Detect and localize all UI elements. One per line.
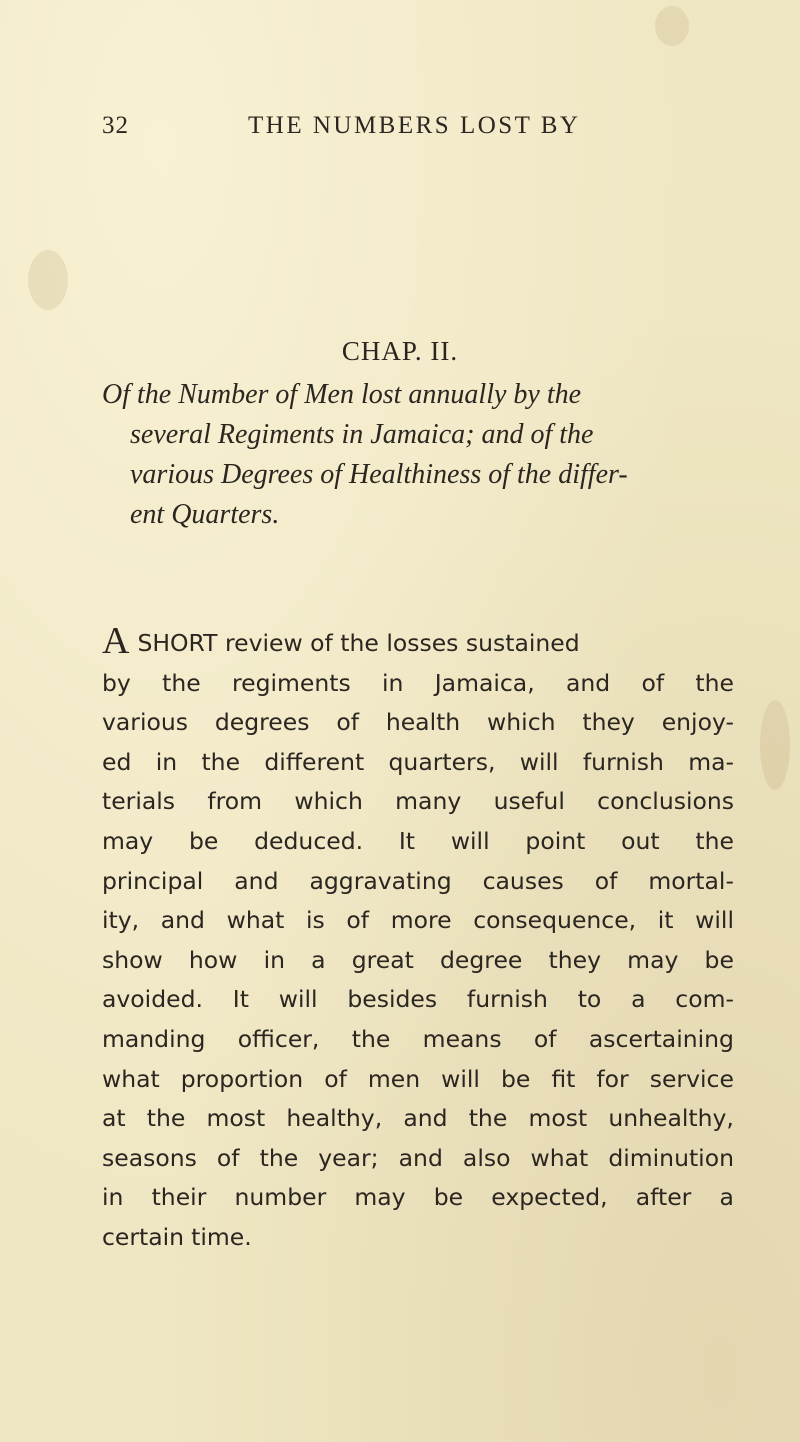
word: the (162, 668, 201, 697)
first-line (102, 620, 580, 664)
word: it (657, 906, 674, 935)
word: officer, (237, 1024, 320, 1053)
paper-stain (655, 6, 689, 46)
word: great (351, 945, 414, 974)
word: means (422, 1024, 502, 1053)
text-line (102, 620, 734, 664)
word: principal (102, 866, 204, 895)
word: in (382, 668, 404, 697)
word: their (151, 1183, 207, 1212)
word: a (311, 945, 326, 974)
word: furnish (466, 985, 548, 1014)
word: unhealthy, (608, 1104, 734, 1133)
word: enjoy- (661, 708, 734, 737)
word: healthy, (286, 1104, 383, 1133)
word: degree (440, 945, 523, 974)
word: what (226, 906, 285, 935)
word: health (385, 708, 461, 737)
text-line (102, 901, 734, 941)
word: different (264, 747, 365, 776)
word: may (627, 945, 679, 974)
word: they (548, 945, 602, 974)
word: in (263, 945, 285, 974)
word: the (468, 1104, 508, 1133)
word: at (102, 1104, 126, 1133)
word: they (582, 708, 635, 737)
word: out (621, 826, 660, 855)
chapter-heading: CHAP. II. (341, 336, 459, 366)
text-line (102, 1139, 734, 1179)
word: causes (482, 866, 564, 895)
word: ed (102, 747, 132, 776)
word: number (234, 1183, 327, 1212)
word: ascertaining (588, 1024, 734, 1053)
word: may (102, 826, 154, 855)
word: conclusions (597, 787, 734, 816)
text-line (102, 1178, 734, 1218)
word: be (500, 1064, 531, 1093)
word: the (351, 1024, 391, 1053)
word: will (278, 985, 318, 1014)
word: of (336, 708, 359, 737)
subtitle-line: various Degrees of Healthiness of the differ- (130, 459, 628, 490)
word: many (395, 787, 462, 816)
word: point (525, 826, 586, 855)
text-line (102, 664, 734, 704)
word: and (234, 866, 279, 895)
word: and (398, 1143, 443, 1172)
text-line (102, 822, 734, 862)
text-line (102, 1099, 734, 1139)
word: of (594, 866, 618, 895)
word: fit (551, 1064, 576, 1093)
word: deduced. (254, 826, 364, 855)
word: the (201, 747, 241, 776)
word: degrees (214, 708, 310, 737)
word: regiments (231, 668, 351, 697)
body-paragraph (102, 620, 734, 1258)
drop-cap: A (102, 620, 130, 662)
word: the (259, 1143, 299, 1172)
word: seasons (102, 1143, 197, 1172)
word: Jamaica, (434, 668, 535, 697)
text-line (102, 941, 734, 981)
word: most (206, 1104, 266, 1133)
word: of (533, 1024, 557, 1053)
subtitle-line: ent Quarters. (130, 499, 280, 530)
word: certain (102, 1222, 185, 1251)
text-line (102, 862, 734, 902)
word: quarters, (388, 747, 496, 776)
word: which (487, 708, 556, 737)
page-number: 32 (102, 112, 129, 139)
word: by (102, 668, 131, 697)
word: men (367, 1064, 421, 1093)
word: a (631, 985, 646, 1014)
first-line-text: SHORT review of the losses sustained (137, 629, 580, 657)
word: consequence, (473, 906, 637, 935)
word: terials (102, 787, 176, 816)
word: It (232, 985, 249, 1014)
page-header (102, 112, 700, 152)
word: will (695, 906, 734, 935)
word: how (188, 945, 238, 974)
subtitle-line: Of the Number of Men lost annually by the (102, 379, 582, 410)
word: from (207, 787, 263, 816)
word: expected, (491, 1183, 608, 1212)
word: may (354, 1183, 406, 1212)
word: to (577, 985, 602, 1014)
word: show (102, 945, 163, 974)
word: furnish (582, 747, 664, 776)
subtitle-line: several Regiments in Jamaica; and of the (130, 419, 594, 450)
word: diminution (608, 1143, 734, 1172)
word: various (102, 708, 189, 737)
word: ma- (688, 747, 734, 776)
word: It (398, 826, 416, 855)
paper-stain (760, 700, 790, 790)
word: be (188, 826, 219, 855)
text-line (102, 703, 734, 743)
word: will (441, 1064, 480, 1093)
text-line (102, 1060, 734, 1100)
word: time. (191, 1222, 252, 1251)
word: which (294, 787, 363, 816)
word: besides (347, 985, 438, 1014)
word: in (155, 747, 178, 776)
text-line (102, 1020, 734, 1060)
word: will (450, 826, 490, 855)
word: what (530, 1143, 589, 1172)
word: useful (493, 787, 565, 816)
word: ity, (102, 906, 140, 935)
word: after (635, 1183, 692, 1212)
text-line (102, 782, 734, 822)
word: avoided. (102, 985, 203, 1014)
word: in (102, 1183, 124, 1212)
word: for (596, 1064, 629, 1093)
word: will (519, 747, 559, 776)
chapter-subtitle (102, 375, 722, 535)
word: and (403, 1104, 448, 1133)
word: and (160, 906, 205, 935)
word: is (306, 906, 325, 935)
running-head: THE NUMBERS LOST BY (248, 112, 581, 139)
paper-stain (28, 250, 68, 310)
word: service (649, 1064, 734, 1093)
word: of (641, 668, 665, 697)
word: be (433, 1183, 464, 1212)
text-line (102, 980, 734, 1020)
word: of (324, 1064, 347, 1093)
text-line (102, 743, 734, 783)
word: the (146, 1104, 186, 1133)
text-line (102, 1218, 734, 1258)
word: be (704, 945, 734, 974)
word: what (102, 1064, 160, 1093)
word: and (565, 668, 611, 697)
word: also (462, 1143, 511, 1172)
word: of (216, 1143, 240, 1172)
word: of (346, 906, 370, 935)
word: a (719, 1183, 734, 1212)
word: proportion (180, 1064, 304, 1093)
word: manding (102, 1024, 206, 1053)
word: the (695, 826, 734, 855)
word: aggravating (309, 866, 452, 895)
word: year; (318, 1143, 379, 1172)
word: com- (675, 985, 734, 1014)
word: more (390, 906, 452, 935)
word: most (528, 1104, 588, 1133)
word: mortal- (648, 866, 734, 895)
word: the (695, 668, 734, 697)
